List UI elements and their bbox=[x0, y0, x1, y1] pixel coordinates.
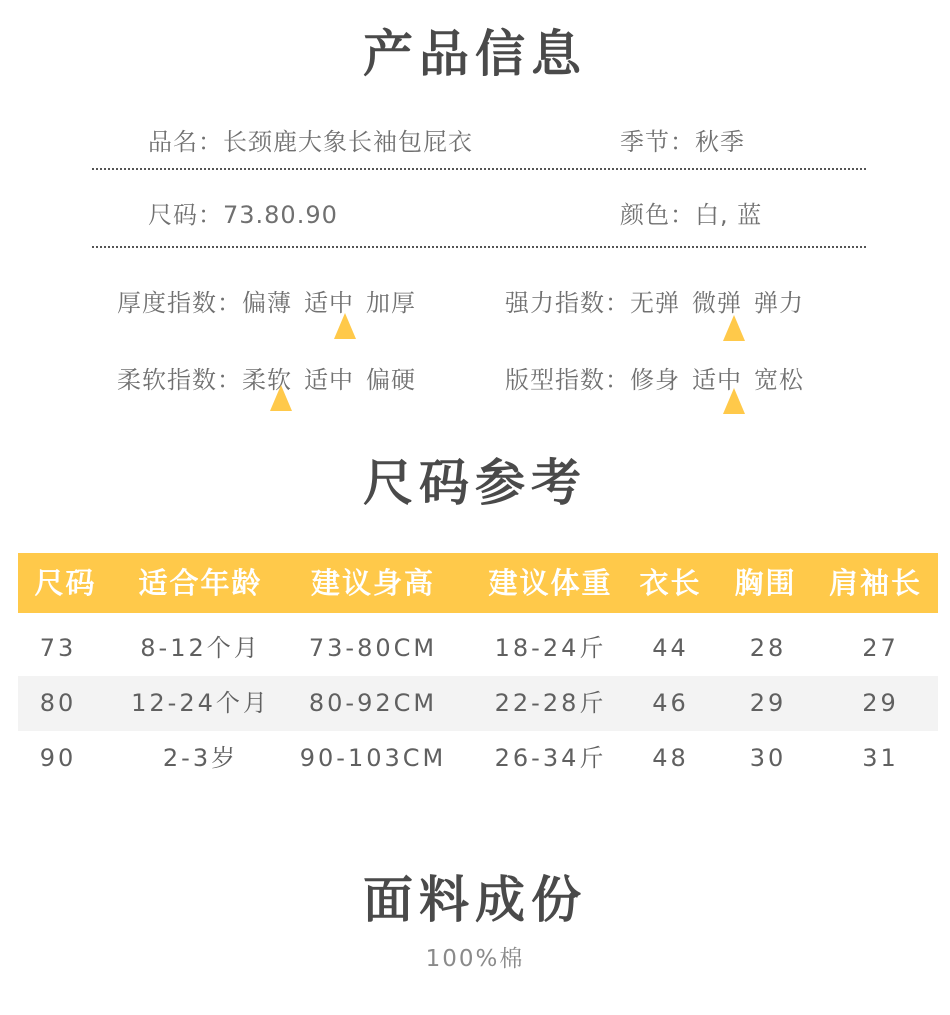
table-cell: 73-80CM bbox=[308, 634, 438, 662]
elasticity-option: 微弹 bbox=[692, 289, 742, 317]
table-cell: 90 bbox=[39, 744, 77, 772]
elasticity-index-label: 强力指数： bbox=[505, 289, 630, 317]
size-table bbox=[18, 553, 938, 786]
table-cell: 48 bbox=[652, 744, 689, 772]
header-cell: 胸围 bbox=[734, 566, 797, 600]
elasticity-index bbox=[505, 283, 816, 318]
fit-index-label: 版型指数： bbox=[505, 366, 630, 394]
table-cell: 31 bbox=[862, 744, 899, 772]
table-row bbox=[18, 621, 938, 676]
elasticity-option: 弹力 bbox=[754, 289, 804, 317]
table-cell: 46 bbox=[652, 689, 689, 717]
thickness-index bbox=[117, 283, 428, 318]
table-cell: 2-3岁 bbox=[162, 744, 239, 772]
thickness-option: 加厚 bbox=[366, 289, 416, 317]
header-cell: 建议身高 bbox=[310, 566, 435, 600]
thickness-indicator-arrow-icon bbox=[334, 313, 356, 339]
softness-index-label: 柔软指数： bbox=[117, 366, 242, 394]
table-cell: 29 bbox=[862, 689, 899, 717]
header-cell: 适合年龄 bbox=[138, 566, 263, 600]
size-chart-title: 尺码参考 bbox=[363, 454, 587, 512]
table-cell: 18-24斤 bbox=[494, 634, 607, 662]
table-cell: 8-12个月 bbox=[140, 634, 261, 662]
softness-option: 偏硬 bbox=[366, 366, 416, 394]
table-cell: 27 bbox=[862, 634, 899, 662]
elasticity-indicator-arrow-icon bbox=[723, 315, 745, 341]
table-cell: 90-103CM bbox=[299, 744, 447, 772]
fit-index bbox=[505, 360, 816, 395]
table-cell: 44 bbox=[652, 634, 689, 662]
thickness-option: 偏薄 bbox=[242, 289, 292, 317]
table-cell: 80-92CM bbox=[308, 689, 438, 717]
thickness-option: 适中 bbox=[304, 289, 354, 317]
table-cell: 28 bbox=[749, 634, 787, 662]
table-cell: 12-24个月 bbox=[131, 689, 270, 717]
header-cell: 衣长 bbox=[639, 566, 702, 600]
table-cell: 30 bbox=[749, 744, 787, 772]
table-cell: 29 bbox=[749, 689, 787, 717]
table-cell: 73 bbox=[39, 634, 77, 662]
size-table-header bbox=[18, 553, 938, 613]
table-cell: 22-28斤 bbox=[494, 689, 607, 717]
dotted-divider bbox=[92, 168, 866, 170]
fit-indicator-arrow-icon bbox=[723, 388, 745, 414]
header-cell: 肩袖长 bbox=[828, 566, 922, 600]
fabric-content: 100%棉 bbox=[425, 946, 525, 972]
header-cell: 建议体重 bbox=[488, 566, 613, 600]
thickness-index-label: 厚度指数： bbox=[117, 289, 242, 317]
table-row bbox=[18, 676, 938, 731]
elasticity-option: 无弹 bbox=[630, 289, 680, 317]
product-color: 颜色：白, 蓝 bbox=[620, 201, 763, 229]
header-cell: 尺码 bbox=[34, 566, 97, 600]
product-season: 季节：秋季 bbox=[620, 128, 745, 156]
fit-option: 宽松 bbox=[754, 366, 804, 394]
fabric-title: 面料成份 bbox=[363, 871, 587, 929]
fit-option: 适中 bbox=[692, 366, 742, 394]
product-info-title: 产品信息 bbox=[363, 25, 587, 83]
product-name: 品名：长颈鹿大象长袖包屁衣 bbox=[148, 128, 473, 156]
softness-option: 适中 bbox=[304, 366, 354, 394]
softness-option: 柔软 bbox=[242, 366, 292, 394]
softness-indicator-arrow-icon bbox=[270, 385, 292, 411]
table-row bbox=[18, 731, 938, 786]
table-cell: 80 bbox=[39, 689, 77, 717]
product-size: 尺码：73.80.90 bbox=[148, 201, 338, 229]
table-cell: 26-34斤 bbox=[494, 744, 607, 772]
fit-option: 修身 bbox=[630, 366, 680, 394]
dotted-divider bbox=[92, 246, 866, 248]
